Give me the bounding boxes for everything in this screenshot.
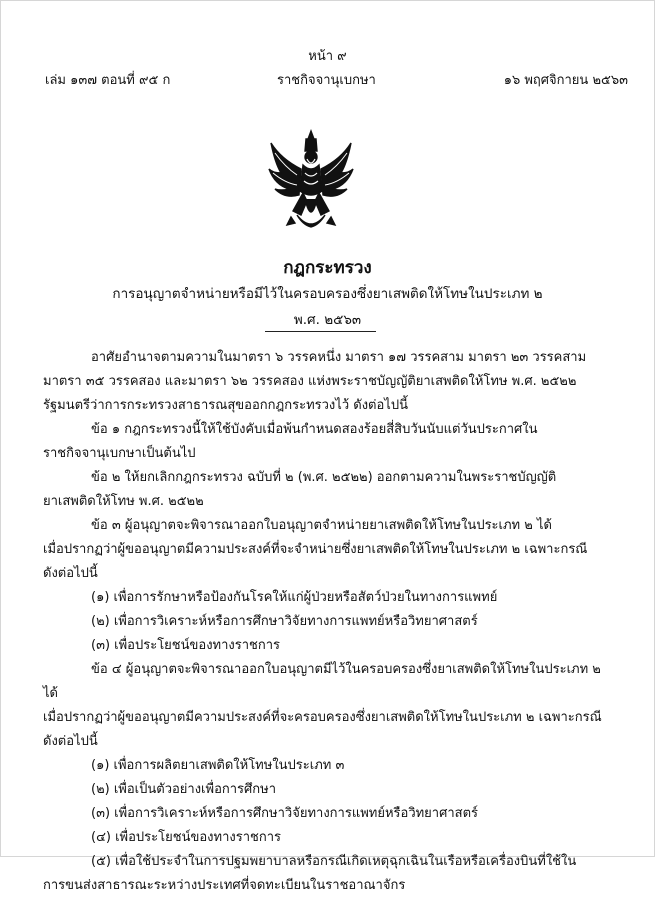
garuda-emblem-icon: [267, 129, 355, 237]
page-number: หน้า ๙: [308, 49, 347, 64]
document-subtitle: การอนุญาตจำหน่ายหรือมีไว้ในครอบครองซึ่งยาเสพติดให้โทษในประเภท ๒: [112, 286, 543, 302]
volume-issue: เล่ม ๑๓๗ ตอนที่ ๙๕ ก: [45, 73, 171, 88]
document-body: [43, 346, 603, 898]
clause-1-line: ข้อ ๑ กฎกระทรวงนี้ให้ใช้บังคับเมื่อพ้นกำหนดสองร้อยสี่สิบวันนับแต่วันประกาศใน: [91, 422, 538, 437]
clause-3-item: (๑) เพื่อการรักษาหรือป้องกันโรคให้แก่ผู้ป่วยหรือสัตว์ป่วยในทางการแพทย์: [91, 590, 498, 605]
clause-3-item: (๒) เพื่อการวิเคราะห์หรือการศึกษาวิจัยทางการแพทย์หรือวิทยาศาสตร์: [91, 614, 478, 629]
clause-4-item: (๓) เพื่อการวิเคราะห์หรือการศึกษาวิจัยทางการแพทย์หรือวิทยาศาสตร์: [91, 806, 479, 821]
clause-4-item: (๒) เพื่อเป็นตัวอย่างเพื่อการศึกษา: [91, 782, 277, 797]
clause-4-line: เมื่อปรากฏว่าผู้ขออนุญาตมีความประสงค์ที่จะครอบครองซึ่งยาเสพติดให้โทษในประเภท ๒ เฉพาะกรณี: [43, 710, 602, 725]
publication-date: ๑๖ พฤศจิกายน ๒๕๖๓: [503, 73, 628, 88]
clause-2-line: ข้อ ๒ ให้ยกเลิกกฎกระทรวง ฉบับที่ ๒ (พ.ศ. ๒๕๒๒) ออกตามความในพระราชบัญญัติ: [91, 470, 557, 485]
publication-name: ราชกิจจานุเบกษา: [277, 73, 376, 88]
preamble-line: รัฐมนตรีว่าการกระทรวงสาธารณสุขออกกฎกระทรวงไว้ ดังต่อไปนี้: [43, 398, 408, 413]
preamble-line: มาตรา ๓๕ วรรคสอง และมาตรา ๖๒ วรรคสอง แห่งพระราชบัญญัติยาเสพติดให้โทษ พ.ศ. ๒๕๒๒: [43, 374, 577, 389]
clause-4-line: การขนส่งสาธารณะระหว่างประเทศที่จดทะเบียนในราชอาณาจักร: [43, 878, 406, 893]
document-title: กฎกระทรวง: [283, 258, 372, 278]
clause-3-line: เมื่อปรากฏว่าผู้ขออนุญาตมีความประสงค์ที่จะจำหน่ายซึ่งยาเสพติดให้โทษในประเภท ๒ เฉพาะกรณี: [43, 542, 588, 557]
clause-3-item: (๓) เพื่อประโยชน์ของทางราชการ: [91, 638, 281, 653]
gazette-header: [45, 69, 628, 87]
preamble-line: อาศัยอำนาจตามความในมาตรา ๖ วรรคหนึ่ง มาตรา ๑๗ วรรคสาม มาตรา ๒๓ วรรคสาม: [91, 350, 587, 365]
clause-4-item: (๔) เพื่อประโยชน์ของทางราชการ: [91, 830, 281, 845]
document-year: พ.ศ. ๒๕๖๓: [293, 312, 362, 328]
clause-4-item: (๕) เพื่อใช้ประจำในการปฐมพยาบาลหรือกรณีเกิดเหตุฉุกเฉินในเรือหรือเครื่องบินที่ใช้ใน: [91, 854, 577, 869]
clause-3-line: ข้อ ๓ ผู้อนุญาตจะพิจารณาออกใบอนุญาตจำหน่ายยาเสพติดให้โทษในประเภท ๒ ได้: [91, 518, 552, 533]
clause-3-line: ดังต่อไปนี้: [43, 566, 98, 581]
clause-4-line: ข้อ ๔ ผู้อนุญาตจะพิจารณาออกใบอนุญาตมีไว้ในครอบครองซึ่งยาเสพติดให้โทษในประเภท ๒ ได้: [43, 662, 601, 701]
clause-2-line: ยาเสพติดให้โทษ พ.ศ. ๒๕๒๒: [43, 494, 204, 509]
clause-1-line: ราชกิจจานุเบกษาเป็นต้นไป: [43, 446, 196, 461]
clause-4-line: ดังต่อไปนี้: [43, 734, 98, 749]
clause-4-item: (๑) เพื่อการผลิตยาเสพติดให้โทษในประเภท ๓: [91, 758, 345, 773]
title-divider: [265, 331, 376, 332]
